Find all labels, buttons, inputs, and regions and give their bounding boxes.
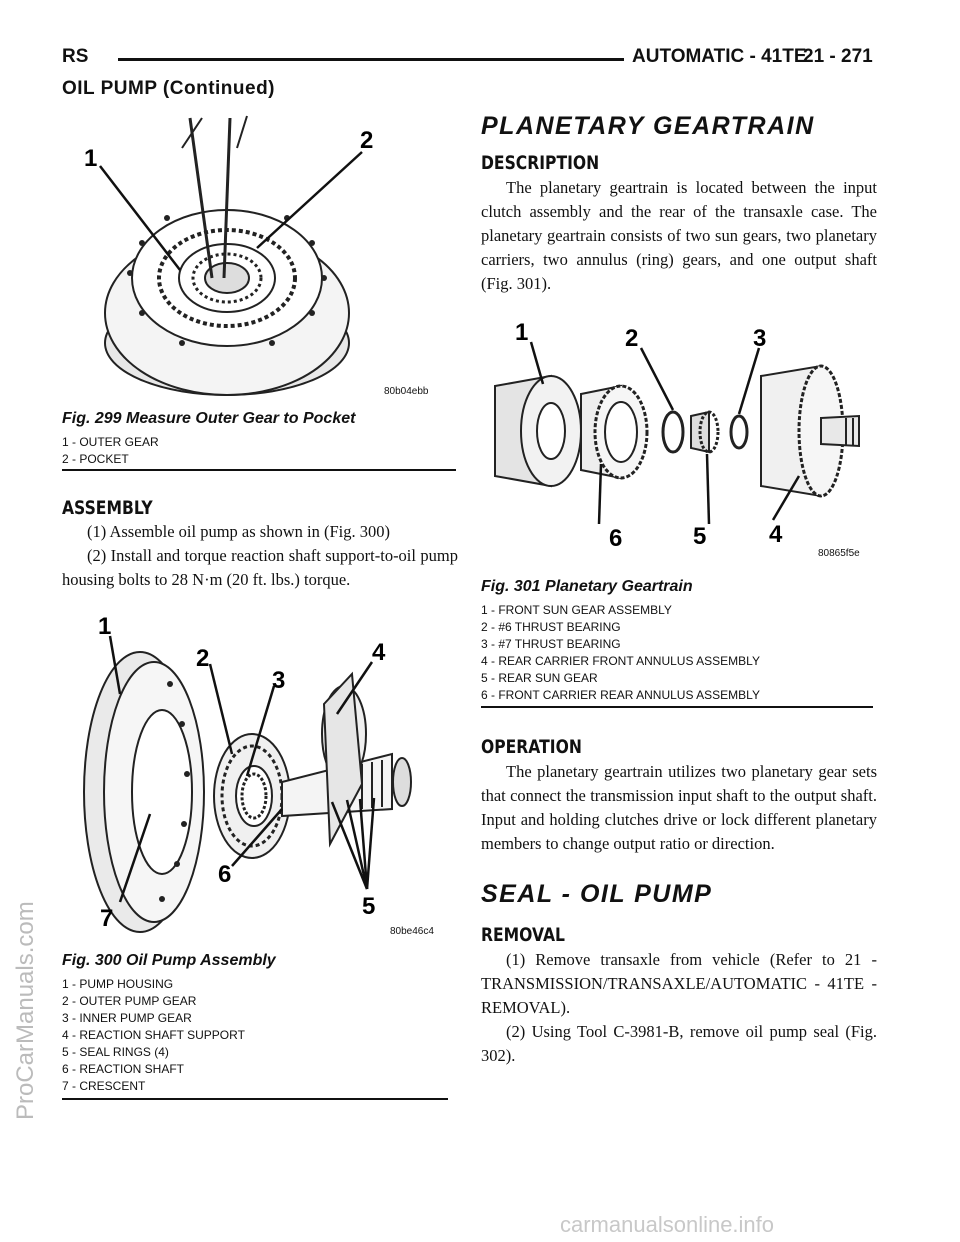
figure-301 xyxy=(481,306,877,706)
legend-item: 3 - INNER PUMP GEAR xyxy=(62,1011,192,1025)
paragraph: (1) Assemble oil pump as shown in (Fig. 300) xyxy=(87,522,390,541)
header-page-number: 21 - 271 xyxy=(803,46,873,67)
callout-3: 3 xyxy=(753,325,767,352)
figure-legend xyxy=(62,434,159,468)
callout-6: 6 xyxy=(218,861,232,888)
legend-item: 6 - FRONT CARRIER REAR ANNULUS ASSEMBLY xyxy=(481,688,760,702)
figure-code: 80be46c4 xyxy=(390,926,434,937)
callout-3: 3 xyxy=(272,667,286,694)
seal-title: SEAL - OIL PUMP xyxy=(481,880,713,908)
legend-item: 6 - REACTION SHAFT xyxy=(62,1062,185,1076)
figure-rule xyxy=(481,706,873,708)
figure-rule xyxy=(62,469,456,471)
figure-legend xyxy=(481,602,760,704)
figure-300 xyxy=(62,604,458,1096)
callout-2: 2 xyxy=(360,127,374,154)
figure-legend xyxy=(62,976,245,1095)
header-chapter-title: AUTOMATIC - 41TE xyxy=(632,46,807,67)
legend-item: 5 - SEAL RINGS (4) xyxy=(62,1045,169,1059)
paragraph: The planetary geartrain utilizes two planetary gear sets that connect the transmission input shaft to the output shaft. Input and holding clutches drive or lock different planetary members to change output ratio or direction. xyxy=(481,762,877,853)
legend-item: 2 - #6 THRUST BEARING xyxy=(481,620,621,634)
callout-5: 5 xyxy=(362,893,376,920)
figure-code: 80b04ebb xyxy=(384,386,429,397)
legend-item: 1 - FRONT SUN GEAR ASSEMBLY xyxy=(481,603,672,617)
callout-5: 5 xyxy=(693,523,707,550)
callout-4: 4 xyxy=(769,521,783,548)
figure-title: Fig. 299 Measure Outer Gear to Pocket xyxy=(62,410,356,427)
legend-item: 2 - POCKET xyxy=(62,452,129,466)
planetary-geartrain-illustration xyxy=(481,306,877,556)
removal-heading: REMOVAL xyxy=(481,924,565,946)
callout-4: 4 xyxy=(372,639,386,666)
side-watermark: ProCarManuals.com xyxy=(12,901,39,1120)
legend-item: 4 - REAR CARRIER FRONT ANNULUS ASSEMBLY xyxy=(481,654,760,668)
figure-rule xyxy=(62,1098,448,1100)
callout-1: 1 xyxy=(84,145,98,172)
operation-heading: OPERATION xyxy=(481,736,582,758)
legend-item: 7 - CRESCENT xyxy=(62,1079,146,1093)
paragraph: (2) Using Tool C-3981-B, remove oil pump seal (Fig. 302). xyxy=(481,1022,877,1065)
legend-item: 4 - REACTION SHAFT SUPPORT xyxy=(62,1028,245,1042)
oil-pump-assembly-illustration xyxy=(62,604,458,944)
legend-item: 1 - OUTER GEAR xyxy=(62,435,159,449)
callout-1: 1 xyxy=(515,319,529,346)
callout-2: 2 xyxy=(625,325,639,352)
legend-item: 2 - OUTER PUMP GEAR xyxy=(62,994,197,1008)
callout-7: 7 xyxy=(100,905,114,932)
figure-code: 80865f5e xyxy=(818,548,860,559)
legend-item: 3 - #7 THRUST BEARING xyxy=(481,637,621,651)
callout-6: 6 xyxy=(609,525,623,552)
assembly-text xyxy=(62,520,458,592)
paragraph: The planetary geartrain is located between the input clutch assembly and the rear of the transaxle case. The planetary geartrain consists of two sun gears, two planetary carriers, two annulus (ring) gears, and one output shaft (Fig. 301). xyxy=(481,178,877,293)
callout-1: 1 xyxy=(98,613,112,640)
footer-watermark: carmanualsonline.info xyxy=(560,1212,775,1237)
description-heading: DESCRIPTION xyxy=(481,152,600,174)
figure-title: Fig. 301 Planetary Geartrain xyxy=(481,578,693,595)
assembly-heading: ASSEMBLY xyxy=(62,497,153,519)
paragraph: (1) Remove transaxle from vehicle (Refer to 21 - TRANSMISSION/TRANSAXLE/AUTOMATIC - 41TE - REMOVAL). xyxy=(481,950,877,1017)
removal-text xyxy=(481,948,877,1068)
callout-2: 2 xyxy=(196,645,210,672)
figure-299 xyxy=(62,108,458,472)
header-rule xyxy=(118,58,624,61)
figure-title: Fig. 300 Oil Pump Assembly xyxy=(62,952,276,969)
header-section-code: RS xyxy=(62,46,89,67)
paragraph: (2) Install and torque reaction shaft support-to-oil pump housing bolts to 28 N·m (20 ft. lbs.) torque. xyxy=(62,546,458,589)
legend-item: 5 - REAR SUN GEAR xyxy=(481,671,598,685)
outer-gear-pocket-illustration xyxy=(62,108,458,408)
operation-text xyxy=(481,760,877,856)
continued-section-title: OIL PUMP (Continued) xyxy=(62,78,276,99)
planetary-title: PLANETARY GEARTRAIN xyxy=(481,112,815,140)
legend-item: 1 - PUMP HOUSING xyxy=(62,977,174,991)
description-text xyxy=(481,176,877,296)
